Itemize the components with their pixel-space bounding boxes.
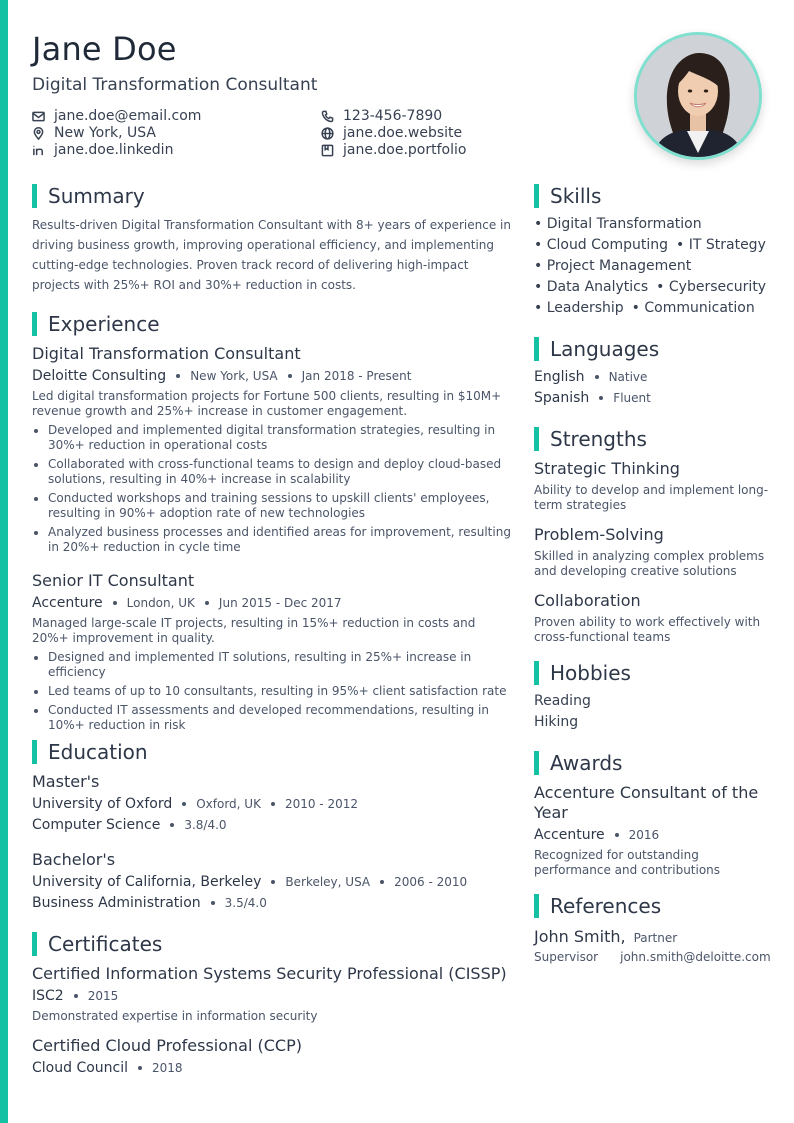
email-text: jane.doe@email.com (54, 108, 202, 124)
contact-linkedin[interactable] (32, 142, 173, 158)
reference-relation: Supervisor (534, 950, 599, 964)
skills-row (534, 279, 766, 295)
language-level: Native (608, 370, 648, 384)
award-year: 2016 (628, 828, 660, 842)
language-name: Spanish (534, 390, 590, 406)
candidate-title: Digital Transformation Consultant (32, 75, 318, 95)
list-item: Designed and implemented IT solutions, resulting in 25%+ increase in efficiency (32, 650, 517, 680)
phone-text: 123-456-7890 (343, 108, 443, 124)
skill-item: • Communication (631, 300, 755, 316)
avatar (637, 35, 759, 157)
certificate-year: 2018 (152, 1061, 183, 1075)
certificate-meta (32, 1060, 183, 1076)
job-bullets (32, 650, 517, 737)
skill-item: • Cybersecurity (656, 279, 767, 295)
education-field (32, 895, 267, 911)
hobby-item: Reading (534, 693, 591, 709)
portfolio-icon (321, 144, 334, 157)
strength-name: Strategic Thinking (534, 459, 680, 478)
job-title: Digital Transformation Consultant (32, 344, 301, 363)
contact-phone[interactable] (321, 108, 442, 124)
section-heading-skills: Skills (534, 184, 601, 208)
degree-title: Bachelor's (32, 850, 116, 869)
certificate-issuer: Cloud Council (32, 1060, 129, 1076)
contact-location (32, 125, 156, 141)
strength-description: Skilled in analyzing complex problems and developing creative solutions (534, 549, 765, 578)
section-heading-references: References (534, 894, 661, 918)
section-heading-languages: Languages (534, 337, 659, 361)
separator-dot (74, 994, 78, 998)
separator-dot (380, 880, 384, 884)
education-meta (32, 796, 358, 812)
separator-dot (205, 601, 209, 605)
award-issuer: Accenture (534, 827, 605, 843)
hobby-item: Hiking (534, 714, 579, 730)
job-meta (32, 595, 342, 611)
reference-role: Partner (633, 931, 678, 945)
job-company: Deloitte Consulting (32, 368, 167, 384)
job-meta (32, 368, 411, 384)
reference-email[interactable]: john.smith@deloitte.com (620, 950, 771, 964)
strength-name: Collaboration (534, 591, 641, 610)
skill-item: • Cloud Computing (534, 237, 669, 253)
list-item: Developed and implemented digital transformation strategies, resulting in 30%+ reduction in operational costs (32, 423, 517, 453)
school-name: University of California, Berkeley (32, 874, 262, 890)
job-description: Managed large-scale IT projects, resulting in 15%+ reduction in costs and 20%+ improvement in quality. (32, 616, 476, 645)
skill-item: • IT Strategy (676, 237, 766, 253)
skills-row (534, 216, 702, 232)
education-meta (32, 874, 467, 890)
globe-icon (321, 127, 334, 140)
job-location: New York, USA (190, 369, 278, 383)
list-item: Analyzed business processes and identified areas for improvement, resulting in 20%+ reduction in cycle time (32, 525, 517, 555)
separator-dot (176, 374, 180, 378)
language-name: English (534, 369, 585, 385)
location-pin-icon (32, 127, 45, 140)
certificate-name: Certified Cloud Professional (CCP) (32, 1036, 302, 1055)
skills-row (534, 300, 755, 316)
list-item: Collaborated with cross-functional teams to design and deploy cloud-based solutions, resulting in 40%+ increase in scalability (32, 457, 517, 487)
contact-portfolio[interactable] (321, 142, 466, 158)
skill-item: • Leadership (534, 300, 624, 316)
school-location: Oxford, UK (196, 797, 261, 811)
separator-dot (599, 396, 603, 400)
separator-dot (138, 1066, 142, 1070)
reference-details (534, 950, 771, 964)
gpa: 3.8/4.0 (184, 818, 227, 832)
separator-dot (595, 375, 599, 379)
strength-name: Problem-Solving (534, 525, 664, 544)
location-text: New York, USA (54, 125, 156, 141)
separator-dot (113, 601, 117, 605)
separator-dot (271, 880, 275, 884)
field-of-study: Business Administration (32, 895, 201, 911)
list-item: Led teams of up to 10 consultants, resulting in 95%+ client satisfaction rate (32, 684, 517, 699)
profile-photo (634, 32, 762, 160)
education-field (32, 817, 227, 833)
skill-item: • Data Analytics (534, 279, 649, 295)
separator-dot (271, 802, 275, 806)
certificate-description: Demonstrated expertise in information security (32, 1009, 318, 1023)
certificate-issuer: ISC2 (32, 988, 64, 1004)
certificate-name: Certified Information Systems Security Professional (CISSP) (32, 964, 507, 983)
education-dates: 2006 - 2010 (394, 875, 468, 889)
candidate-name: Jane Doe (32, 30, 177, 68)
certificate-meta (32, 988, 118, 1004)
phone-icon (321, 110, 334, 123)
award-name: Accenture Consultant of the Year (534, 783, 759, 822)
job-location: London, UK (126, 596, 195, 610)
job-dates: Jan 2018 - Present (301, 369, 412, 383)
website-text: jane.doe.website (343, 125, 463, 141)
language-row (534, 390, 651, 406)
degree-title: Master's (32, 772, 100, 791)
list-item: Conducted IT assessments and developed recommendations, resulting in 10%+ reduction in risk (32, 703, 517, 733)
gpa: 3.5/4.0 (224, 896, 267, 910)
separator-dot (288, 374, 292, 378)
accent-bar (0, 0, 8, 1123)
linkedin-text: jane.doe.linkedin (54, 142, 174, 158)
contact-website[interactable] (321, 125, 462, 141)
language-row (534, 369, 647, 385)
school-name: University of Oxford (32, 796, 173, 812)
job-description: Led digital transformation projects for Fortune 500 clients, resulting in $10M+ revenue growth and 25%+ increase in customer engagement. (32, 389, 502, 418)
section-heading-education: Education (32, 740, 148, 764)
skills-row (534, 258, 691, 274)
education-dates: 2010 - 2012 (284, 797, 358, 811)
section-heading-hobbies: Hobbies (534, 661, 631, 685)
section-heading-experience: Experience (32, 312, 160, 336)
summary-text: Results-driven Digital Transformation Consultant with 8+ years of experience in driving business growth, improving operational efficiency, and implementing cutting-edge technologies. Proven track record of delivering high-impact projects with 25%+ ROI and 30%+ reduction in costs. (32, 218, 511, 292)
section-heading-summary: Summary (32, 184, 145, 208)
separator-dot (182, 802, 186, 806)
section-heading-awards: Awards (534, 751, 622, 775)
list-item: Conducted workshops and training sessions to upskill clients' employees, resulting in 90%+ adoption rate of new technologies (32, 491, 517, 521)
section-heading-certificates: Certificates (32, 932, 162, 956)
reference-name: John Smith, (534, 927, 626, 946)
job-title: Senior IT Consultant (32, 571, 195, 590)
portfolio-text: jane.doe.portfolio (343, 142, 467, 158)
separator-dot (615, 833, 619, 837)
strength-description: Ability to develop and implement long-term strategies (534, 483, 769, 512)
reference-header (534, 927, 677, 946)
award-description: Recognized for outstanding performance and contributions (534, 848, 721, 877)
school-location: Berkeley, USA (285, 875, 371, 889)
language-level: Fluent (613, 391, 651, 405)
email-icon (32, 110, 45, 123)
strength-description: Proven ability to work effectively with cross-functional teams (534, 615, 761, 644)
skill-item: • Digital Transformation (534, 216, 702, 232)
job-dates: Jun 2015 - Dec 2017 (218, 596, 342, 610)
job-company: Accenture (32, 595, 103, 611)
certificate-year: 2015 (87, 989, 119, 1003)
field-of-study: Computer Science (32, 817, 161, 833)
job-bullets (32, 423, 517, 559)
skills-row (534, 237, 766, 253)
separator-dot (211, 901, 215, 905)
section-heading-strengths: Strengths (534, 427, 647, 451)
award-meta (534, 827, 659, 843)
skill-item: • Project Management (534, 258, 692, 274)
contact-email[interactable] (32, 108, 201, 124)
separator-dot (170, 823, 174, 827)
linkedin-icon (32, 144, 45, 157)
